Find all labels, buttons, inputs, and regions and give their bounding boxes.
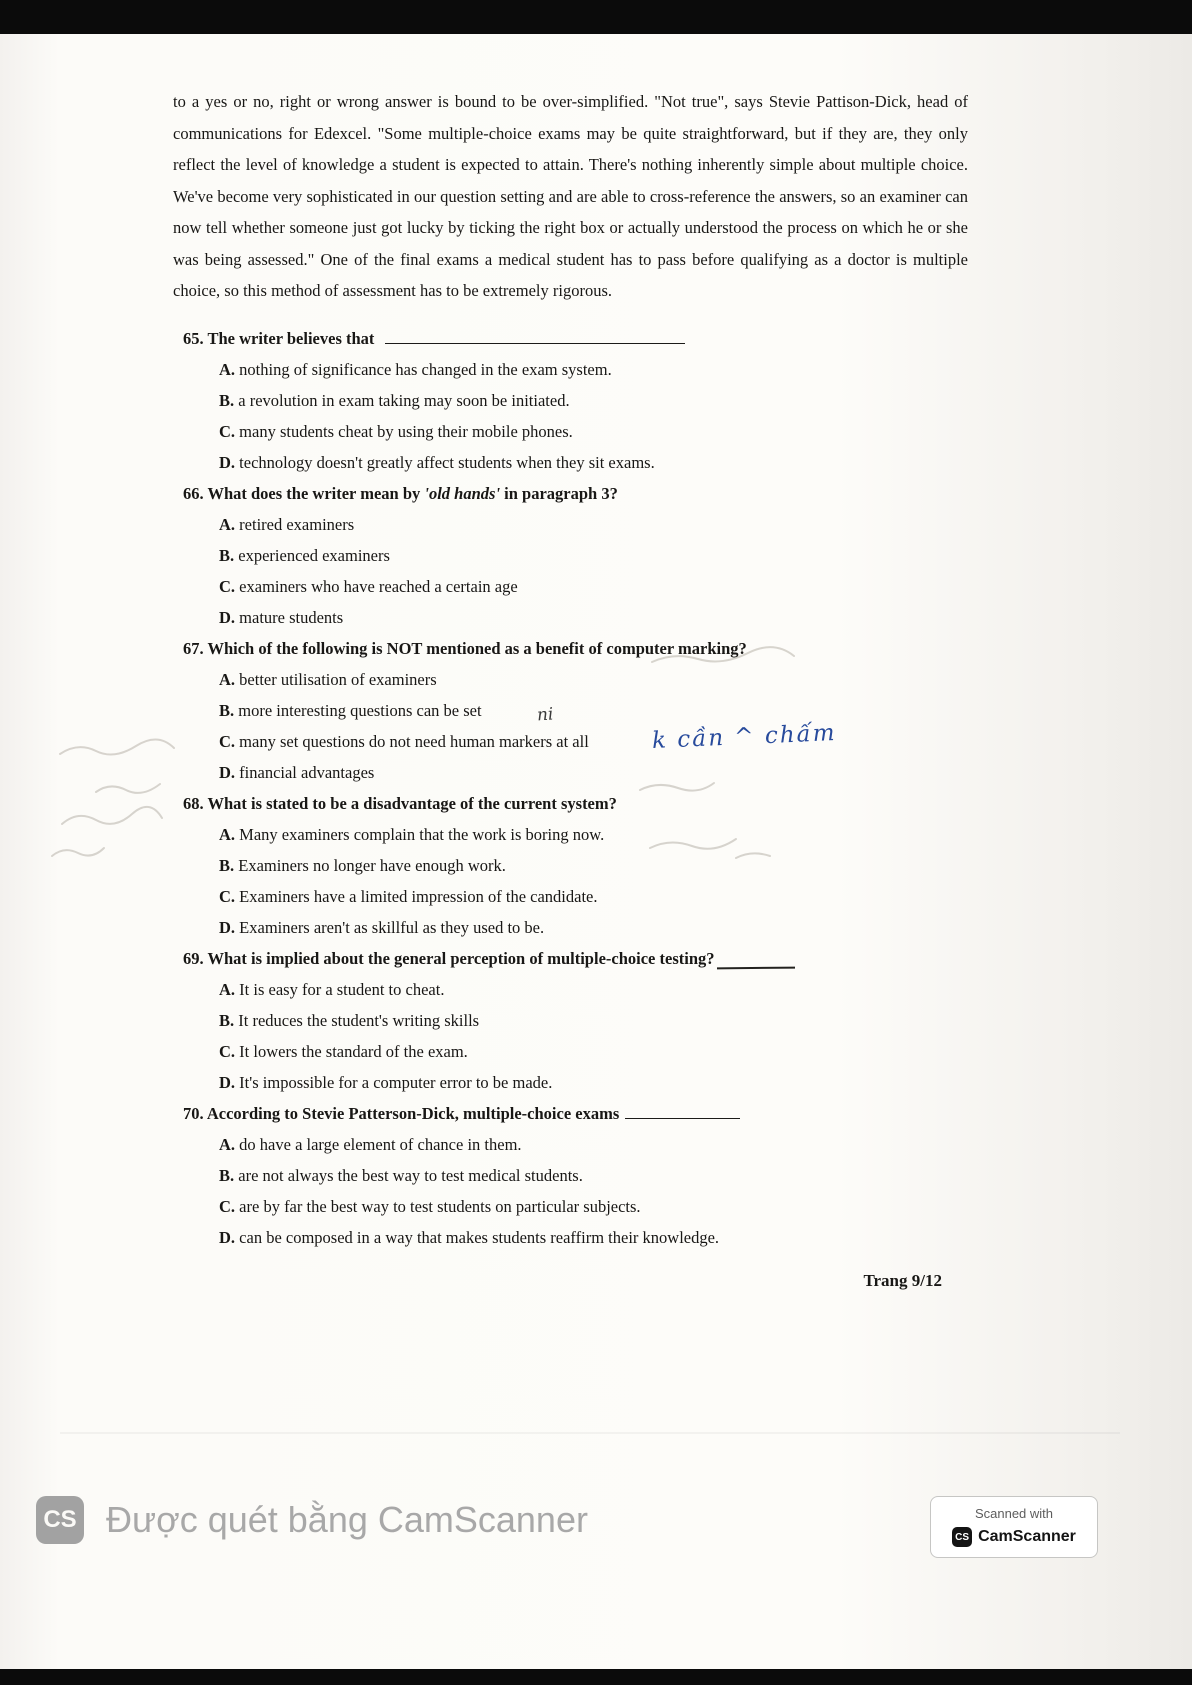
camscanner-badge bbox=[930, 1496, 1098, 1558]
option-label: B. bbox=[219, 855, 235, 875]
question-69-option-B bbox=[173, 1005, 968, 1036]
question-70-option-B bbox=[173, 1160, 968, 1191]
handwritten-note-blue-ink: k cần ^ chấm bbox=[651, 719, 838, 755]
option-text: mature students bbox=[235, 607, 344, 627]
question-67-option-D bbox=[173, 757, 968, 788]
stem-text: What is stated to be a disadvantage of the current system? bbox=[207, 793, 617, 813]
option-text: It is easy for a student to cheat. bbox=[235, 979, 445, 999]
option-label: A. bbox=[219, 514, 236, 534]
option-text: Examiners have a limited impression of the candidate. bbox=[235, 886, 598, 906]
option-text: more interesting questions can be set bbox=[234, 700, 482, 720]
stem-text: What does the writer mean by bbox=[207, 483, 425, 503]
question-67-option-C bbox=[173, 726, 968, 757]
option-label: D. bbox=[219, 452, 236, 472]
camscanner-badge-icon: CS bbox=[952, 1527, 972, 1547]
scan-top-edge bbox=[0, 0, 1192, 34]
option-text: do have a large element of chance in them. bbox=[235, 1134, 522, 1154]
option-text: It reduces the student's writing skills bbox=[234, 1010, 480, 1030]
scan-crease-line bbox=[60, 1432, 1120, 1434]
option-text: many students cheat by using their mobile phones. bbox=[235, 421, 573, 441]
option-text: Examiners aren't as skillful as they used to be. bbox=[235, 917, 545, 937]
option-label: D. bbox=[219, 1072, 236, 1092]
option-label: D. bbox=[219, 1227, 236, 1247]
question-number: 66. bbox=[183, 483, 208, 503]
stem-text: Which of the following is NOT mentioned as a benefit of computer marking? bbox=[207, 638, 747, 658]
stem-text: What is implied about the general perception of multiple-choice testing? bbox=[207, 948, 715, 968]
option-label: C. bbox=[219, 576, 236, 596]
option-text: a revolution in exam taking may soon be initiated. bbox=[234, 390, 570, 410]
question-65 bbox=[173, 323, 968, 478]
question-stem bbox=[173, 478, 968, 509]
stem-italic-phrase: 'old hands' bbox=[424, 483, 501, 503]
question-65-option-A bbox=[173, 354, 968, 385]
option-label: B. bbox=[219, 700, 235, 720]
option-label: B. bbox=[219, 390, 235, 410]
option-label: C. bbox=[219, 421, 236, 441]
question-69-option-D bbox=[173, 1067, 968, 1098]
option-label: C. bbox=[219, 731, 236, 751]
question-66-option-A bbox=[173, 509, 968, 540]
option-text: It lowers the standard of the exam. bbox=[235, 1041, 468, 1061]
question-stem bbox=[173, 788, 968, 819]
question-stem bbox=[173, 943, 968, 974]
document-content bbox=[173, 86, 968, 1291]
badge-brand-row bbox=[939, 1527, 1089, 1547]
option-label: D. bbox=[219, 762, 236, 782]
question-67 bbox=[173, 633, 968, 788]
option-text: nothing of significance has changed in the exam system. bbox=[235, 359, 612, 379]
option-label: A. bbox=[219, 359, 236, 379]
camscanner-watermark-text: Được quét bằng CamScanner bbox=[106, 1499, 588, 1540]
answer-blank-line bbox=[625, 1116, 740, 1119]
option-text: many set questions do not need human markers at all bbox=[235, 731, 589, 751]
question-number: 65. bbox=[183, 328, 208, 348]
option-text: are not always the best way to test medical students. bbox=[234, 1165, 583, 1185]
handwritten-underline bbox=[716, 966, 794, 969]
questions-list bbox=[173, 323, 968, 1253]
option-label: A. bbox=[219, 824, 236, 844]
badge-scanned-with-text: Scanned with bbox=[974, 1506, 1054, 1521]
option-label: C. bbox=[219, 1041, 236, 1061]
question-66-option-C bbox=[173, 571, 968, 602]
question-number: 67. bbox=[183, 638, 208, 658]
question-stem bbox=[173, 1098, 968, 1129]
question-70-option-A bbox=[173, 1129, 968, 1160]
option-text: retired examiners bbox=[235, 514, 355, 534]
question-70-option-D bbox=[173, 1222, 968, 1253]
question-66 bbox=[173, 478, 968, 633]
stem-text: in paragraph 3? bbox=[500, 483, 618, 503]
badge-camscanner-text: CamScanner bbox=[978, 1528, 1076, 1545]
option-text: can be composed in a way that makes students reaffirm their knowledge. bbox=[235, 1227, 720, 1247]
question-69-option-C bbox=[173, 1036, 968, 1067]
question-67-option-B bbox=[173, 695, 968, 726]
option-label: D. bbox=[219, 917, 236, 937]
question-66-option-B bbox=[173, 540, 968, 571]
option-text: examiners who have reached a certain age bbox=[235, 576, 518, 596]
stem-text: The writer believes that bbox=[207, 328, 379, 348]
question-68-option-D bbox=[173, 912, 968, 943]
question-69 bbox=[173, 943, 968, 1098]
option-label: C. bbox=[219, 886, 236, 906]
question-stem bbox=[173, 323, 968, 354]
option-text: financial advantages bbox=[235, 762, 375, 782]
question-number: 70. bbox=[183, 1103, 207, 1123]
stem-text: According to Stevie Patterson-Dick, multiple-choice exams bbox=[206, 1103, 620, 1123]
option-label: B. bbox=[219, 1010, 235, 1030]
question-68-option-A bbox=[173, 819, 968, 850]
question-68-option-B bbox=[173, 850, 968, 881]
question-67-option-A bbox=[173, 664, 968, 695]
option-label: A. bbox=[219, 669, 236, 689]
option-label: A. bbox=[219, 979, 236, 999]
reading-passage: to a yes or no, right or wrong answer is bound to be over-simplified. "Not true", says Stevie Pattison-Dick, head of communications for Edexcel. "Some multiple-choice exams may be quite straightforward, but if they are, they only reflect the level of knowledge a student is expected to attain. There's nothing inherently simple about multiple choice. We've become very sophisticated in our question setting and are able to cross-reference the answers, so an examiner can now tell whether someone just got lucky by ticking the right box or actually understood the process on which he or she was being assessed." One of the final exams a medical student has to pass before qualifying as a doctor is multiple choice, so this method of assessment has to be extremely rigorous. bbox=[173, 92, 968, 300]
option-text: Many examiners complain that the work is boring now. bbox=[235, 824, 605, 844]
option-label: C. bbox=[219, 1196, 236, 1216]
option-text: are by far the best way to test students on particular subjects. bbox=[235, 1196, 641, 1216]
option-label: D. bbox=[219, 607, 236, 627]
option-label: B. bbox=[219, 545, 235, 565]
question-65-option-C bbox=[173, 416, 968, 447]
answer-blank-line bbox=[385, 341, 685, 344]
option-text: technology doesn't greatly affect students when they sit exams. bbox=[235, 452, 655, 472]
camscanner-logo-icon: CS bbox=[36, 1496, 84, 1544]
question-69-option-A bbox=[173, 974, 968, 1005]
option-text: better utilisation of examiners bbox=[235, 669, 437, 689]
question-65-option-B bbox=[173, 385, 968, 416]
option-label: A. bbox=[219, 1134, 236, 1154]
question-70-option-C bbox=[173, 1191, 968, 1222]
question-68-option-C bbox=[173, 881, 968, 912]
question-68 bbox=[173, 788, 968, 943]
question-66-option-D bbox=[173, 602, 968, 633]
question-stem bbox=[173, 633, 968, 664]
option-text: Examiners no longer have enough work. bbox=[234, 855, 506, 875]
handwritten-pen-mark: ni bbox=[536, 704, 555, 726]
question-65-option-D bbox=[173, 447, 968, 478]
question-number: 69. bbox=[183, 948, 208, 968]
scan-bottom-edge bbox=[0, 1669, 1192, 1685]
option-label: B. bbox=[219, 1165, 235, 1185]
question-70 bbox=[173, 1098, 968, 1253]
page-number: Trang 9/12 bbox=[863, 1270, 942, 1290]
question-number: 68. bbox=[183, 793, 208, 813]
option-text: It's impossible for a computer error to be made. bbox=[235, 1072, 553, 1092]
camscanner-watermark bbox=[36, 1496, 588, 1544]
option-text: experienced examiners bbox=[234, 545, 390, 565]
